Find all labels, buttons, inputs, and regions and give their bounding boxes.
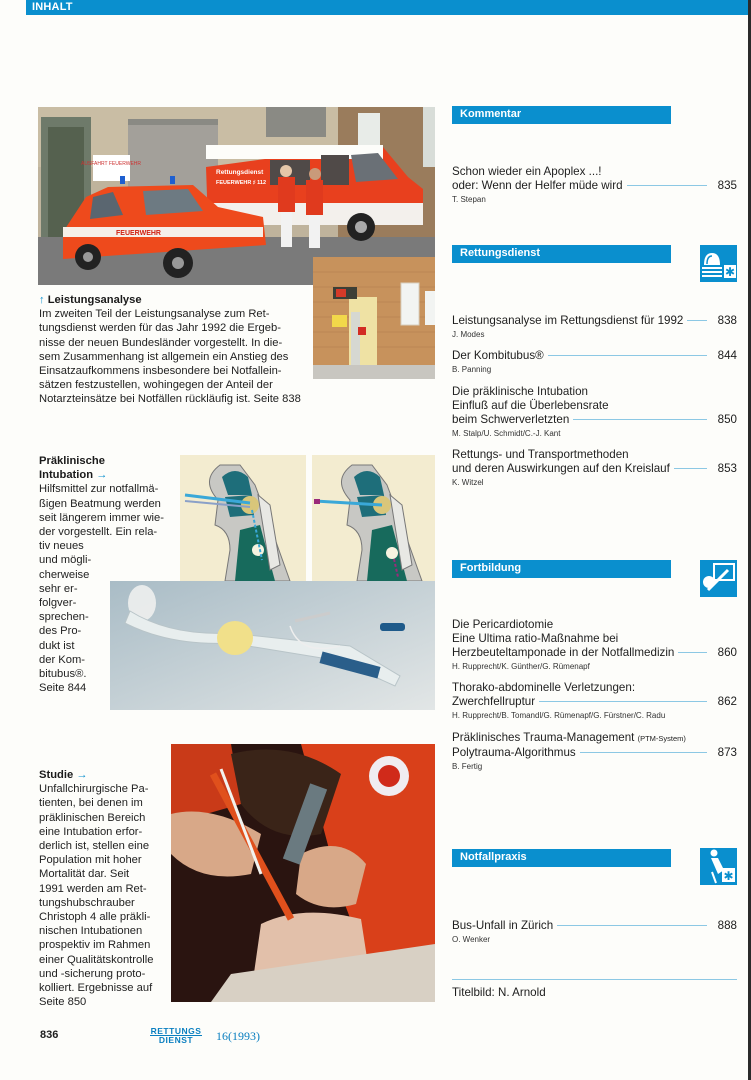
caption-line: tienten, bei denen im <box>39 797 143 810</box>
section-header-label: INHALT <box>32 1 73 13</box>
entry-authors: B. Panning <box>452 365 492 374</box>
intubation-study-photo <box>171 744 435 1002</box>
toc-entry[interactable] <box>452 385 737 439</box>
caption-line: Einsatzaufkommens insbesondere bei Notfallein- <box>39 365 282 378</box>
caption-line: und mögli- <box>39 554 92 567</box>
entry-authors: O. Wenker <box>452 935 491 944</box>
section-header-fortbildung <box>452 560 671 578</box>
section-label: Rettungsdienst <box>460 247 541 259</box>
entry-title-line: Rettungs- und Transportmethoden <box>452 448 629 461</box>
magazine-logo <box>150 1027 202 1045</box>
caption-line: derlich ist, stellen eine <box>39 840 150 853</box>
entry-title-line: Zwerchfellruptur <box>452 695 536 708</box>
entry-title-suffix: (PTM-System) <box>637 734 686 743</box>
entry-authors: B. Fertig <box>452 762 483 771</box>
caption-line: bitubus®. <box>39 668 87 681</box>
section-label: Notfallpraxis <box>460 851 527 863</box>
caption-line: Hilfsmittel zur notfallmä- <box>39 483 159 496</box>
section-header-kommentar <box>452 106 671 124</box>
emergency-practice-icon <box>700 848 737 885</box>
section-header-bar <box>26 0 751 15</box>
leader-line <box>580 752 707 753</box>
entry-page-number: 844 <box>717 349 737 362</box>
caption-line: Notarzteinsätze bei Notfällen rückläufig ist. Seite 838 <box>39 393 301 406</box>
van-label-2: FEUERWEHR ♯ 112 <box>216 180 267 186</box>
entry-page-number: 853 <box>717 462 737 475</box>
caption-line: sätzen festzustellen, wohingegen der Anteil der <box>39 379 273 392</box>
entry-title-line: Bus-Unfall in Zürich <box>452 919 554 932</box>
caption-line: der vorgestellt. Ein rela- <box>39 526 158 539</box>
section-label: Fortbildung <box>460 562 522 574</box>
entry-page-number: 850 <box>717 413 737 426</box>
caption-line: seit längerem immer wie- <box>39 511 164 524</box>
intubation-diagram-1 <box>180 455 306 581</box>
rescue-service-icon <box>700 245 737 282</box>
right-arrow-icon: → <box>76 769 88 781</box>
entry-title-line: Leistungsanalyse im Rettungsdienst für 1992 <box>452 314 684 327</box>
van-label-1: Rettungsdienst <box>216 169 264 176</box>
caption-line: Population mit hoher <box>39 854 142 867</box>
caption-line: Unfallchirurgische Pa- <box>39 783 149 796</box>
caption-intubation <box>39 454 179 695</box>
caption-line: Im zweiten Teil der Leistungsanalyse zum Ret- <box>39 308 270 321</box>
section-header-rettungsdienst <box>452 245 671 263</box>
caption-line: tiv neues <box>39 540 84 553</box>
toc-entry[interactable] <box>452 349 737 375</box>
caption-line: Mortalität dar. Seit <box>39 868 130 881</box>
leader-line <box>687 320 707 321</box>
page-number: 836 <box>40 1029 59 1041</box>
caption-line: Seite 844 <box>39 682 87 695</box>
caption-line: cherweise <box>39 568 90 581</box>
caption-title: Leistungsanalyse <box>47 294 142 306</box>
entry-page-number: 860 <box>717 646 737 659</box>
caption-title: Intubation <box>39 469 94 482</box>
entry-page-number: 838 <box>717 314 737 327</box>
divider <box>452 979 737 980</box>
caption-title: Präklinische <box>39 455 105 467</box>
leader-line <box>539 701 707 702</box>
logo-line-2: DIENST <box>158 1035 194 1045</box>
entry-title-line: Schon wieder ein Apoplex ...! <box>452 165 602 178</box>
entry-page-number: 888 <box>717 919 737 932</box>
caption-line: dukt ist <box>39 639 75 652</box>
caption-line: folgver- <box>39 597 77 610</box>
entry-page-number: 873 <box>717 746 737 759</box>
entry-title-line: Die Pericardiotomie <box>452 618 554 631</box>
caption-line: Seite 850 <box>39 996 87 1009</box>
toc-entry[interactable] <box>452 731 737 772</box>
leader-line <box>548 355 707 356</box>
right-arrow-icon: → <box>96 469 108 482</box>
caption-line: nischen Intubationen <box>39 925 143 938</box>
caption-line: sprechen- <box>39 611 89 624</box>
caption-title: Studie <box>39 769 74 781</box>
entry-authors: H. Rupprecht/B. Tomandl/G. Rümenapf/G. Fürstner/C. Radu <box>452 711 666 720</box>
caption-line: und -sicherung proto- <box>39 967 146 980</box>
toc-entry[interactable] <box>452 618 737 672</box>
caption-line: präklinischen Bereich <box>39 811 146 824</box>
leader-line <box>627 185 707 186</box>
caption-line: sehr er- <box>39 582 78 595</box>
entry-title-line: beim Schwerverletzten <box>452 413 570 426</box>
issue-number: 16(1993) <box>216 1029 260 1043</box>
caption-line: Christoph 4 alle präkli- <box>39 911 151 924</box>
caption-line: prospektiv im Rahmen <box>39 939 151 952</box>
entry-title-line: Herzbeuteltamponade in der Notfallmedizin <box>452 646 675 659</box>
education-icon <box>700 560 737 597</box>
entry-authors: T. Stepan <box>452 195 486 204</box>
leader-line <box>573 419 707 420</box>
leader-line <box>678 652 707 653</box>
entry-title-line: Der Kombitubus® <box>452 349 544 362</box>
caption-line: des Pro- <box>39 625 82 638</box>
leader-line <box>674 468 707 469</box>
svg-text:✱: ✱ <box>724 265 736 279</box>
caption-studie <box>39 768 174 1009</box>
entry-title-line: und deren Auswirkungen auf den Kreislauf <box>452 462 670 475</box>
intubation-diagram-2 <box>312 455 435 581</box>
caption-line: kolliert. Ergebnisse auf <box>39 982 153 995</box>
toc-entry[interactable] <box>452 681 737 721</box>
caption-line: ßigen Beatmung werden <box>39 497 161 510</box>
caption-line: eine Intubation erfor- <box>39 825 143 838</box>
toc-entry[interactable] <box>452 165 737 205</box>
cover-credit: Titelbild: N. Arnold <box>452 986 546 999</box>
car-label: FEUERWEHR <box>116 230 161 237</box>
entry-authors: M. Stalp/U. Schmidt/C.-J. Kant <box>452 429 561 438</box>
entry-title-line: Präklinisches Trauma-Management <box>452 731 635 744</box>
caption-line: einer Qualitätskontrolle <box>39 953 154 966</box>
toc-entry[interactable] <box>452 314 737 340</box>
logo-line-1: RETTUNGS <box>150 1026 202 1036</box>
svg-text:✱: ✱ <box>723 869 734 883</box>
entry-authors: H. Rupprecht/K. Günther/G. Rümenapf <box>452 662 590 671</box>
entry-title-line: Einfluß auf die Überlebensrate <box>452 399 609 412</box>
caption-line: tungsdienst werden für das Jahr 1992 die Ergeb- <box>39 322 281 335</box>
caption-line: tungshubschrauber <box>39 896 135 909</box>
toc-entry[interactable] <box>452 919 737 945</box>
entry-title-line: Thorako-abdominelle Verletzungen: <box>452 681 636 694</box>
caption-line: 1991 werden am Ret- <box>39 882 147 895</box>
entry-page-number: 835 <box>717 179 737 192</box>
entry-title-line: Eine Ultima ratio-Maßnahme bei <box>452 632 619 645</box>
section-label: Kommentar <box>460 108 522 120</box>
caption-line: sem Zusammenhang ist allgemein ein Anstieg des <box>39 350 289 363</box>
entry-title-line: Polytrauma-Algorithmus <box>452 746 576 759</box>
toc-entry[interactable] <box>452 448 737 488</box>
up-arrow-icon: ↑ <box>39 294 45 306</box>
entry-title-line: Die präklinische Intubation <box>452 385 588 398</box>
rescue-station-entrance-photo <box>313 257 435 379</box>
entry-page-number: 862 <box>717 695 737 708</box>
entry-title-line: oder: Wenn der Helfer müde wird <box>452 179 623 192</box>
caption-leistungsanalyse <box>39 293 311 407</box>
caption-line: der Kom- <box>39 653 86 666</box>
exit-sign-text: AUSFAHRT FEUERWEHR <box>80 161 142 167</box>
entry-authors: J. Modes <box>452 330 485 339</box>
leader-line <box>557 925 707 926</box>
section-header-notfallpraxis <box>452 849 671 867</box>
entry-authors: K. Witzel <box>452 478 484 487</box>
caption-line: nisse der neuen Bundesländer vorgestellt. In die- <box>39 336 283 349</box>
